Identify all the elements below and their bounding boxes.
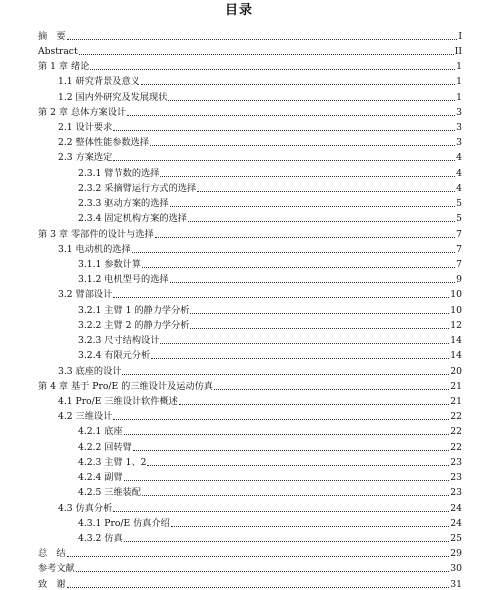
toc-entry[interactable]	[38, 483, 462, 498]
toc-entry[interactable]	[38, 148, 462, 163]
dot-leader	[142, 495, 449, 496]
toc-entry[interactable]	[38, 103, 462, 118]
toc-entry-title: 3.1 电动机的选择	[58, 243, 131, 255]
dot-leader	[171, 526, 449, 527]
toc-entry-title: 3.2 臂部设计	[58, 289, 113, 301]
toc-entry[interactable]	[38, 179, 462, 194]
dot-leader	[113, 160, 455, 161]
toc-entry[interactable]	[38, 514, 462, 529]
toc-entry-title: 2.1 设计要求	[58, 122, 113, 134]
toc-entry-title: 3.2.1 主臂 1 的静力学分析	[78, 304, 190, 316]
toc-entry-title: 4.2.5 三维装配	[78, 487, 142, 499]
toc-entry-title: 摘 要	[38, 30, 66, 42]
toc-entry-title: 第 4 章 基于 Pro/E 的三维设计及运动仿真	[38, 380, 213, 392]
dot-leader	[168, 100, 455, 101]
toc-entry-page-number: 14	[450, 350, 462, 362]
toc-entry-title: 4.2.4 副臂	[78, 472, 123, 484]
toc-entry[interactable]	[38, 316, 462, 331]
toc-entry[interactable]	[38, 27, 462, 42]
toc-entry[interactable]	[38, 331, 462, 346]
toc-entry-page-number: 5	[456, 198, 462, 210]
toc-entry-title: 2.3.4 固定机构方案的选择	[78, 213, 187, 225]
toc-entry[interactable]	[38, 529, 462, 544]
toc-entry-page-number: 24	[450, 502, 462, 514]
toc-entry-title: 致 谢	[38, 578, 66, 590]
toc-entry[interactable]	[38, 133, 462, 148]
toc-entry[interactable]	[38, 209, 462, 224]
toc-entry-page-number: 4	[456, 182, 462, 194]
toc-entry-page-number: 25	[450, 532, 462, 544]
dot-leader	[190, 328, 449, 329]
dot-leader	[67, 39, 458, 40]
toc-entry-page-number: 22	[450, 426, 462, 438]
toc-entry[interactable]	[38, 87, 462, 102]
dot-leader	[160, 176, 455, 177]
dot-leader	[190, 313, 449, 314]
dot-leader	[133, 450, 449, 451]
toc-entry-page-number: I	[458, 30, 462, 42]
dot-leader	[113, 511, 449, 512]
toc-entry[interactable]	[38, 437, 462, 452]
toc-entry[interactable]	[38, 468, 462, 483]
toc-entry[interactable]	[38, 57, 462, 72]
toc-entry-title: 4.1 Pro/E 三维设计软件概述	[58, 395, 178, 407]
dot-leader	[170, 206, 456, 207]
toc-entry-page-number: II	[454, 45, 462, 57]
toc-entry[interactable]	[38, 407, 462, 422]
toc-entry[interactable]	[38, 240, 462, 255]
toc-entry-page-number: 29	[450, 548, 462, 560]
toc-entry-title: Abstract	[38, 45, 78, 57]
dot-leader	[132, 252, 455, 253]
dot-leader	[113, 130, 455, 131]
dot-leader	[127, 115, 455, 116]
toc-entry-page-number: 10	[450, 289, 462, 301]
toc-entry-title: 4.3.1 Pro/E 仿真介绍	[78, 517, 170, 529]
toc-entry[interactable]	[38, 194, 462, 209]
toc-entry-title: 2.3.1 臂节数的选择	[78, 167, 160, 179]
toc-entry-page-number: 21	[450, 395, 462, 407]
toc-entry[interactable]	[38, 361, 462, 376]
toc-entry-title: 总 结	[38, 548, 66, 560]
toc-entry-page-number: 3	[456, 122, 462, 134]
toc-entry[interactable]	[38, 270, 462, 285]
toc-entry[interactable]	[38, 163, 462, 178]
toc-entry-page-number: 14	[450, 335, 462, 347]
dot-leader	[124, 480, 450, 481]
toc-entry-page-number: 3	[456, 137, 462, 149]
toc-entry-page-number: 23	[450, 456, 462, 468]
dot-leader	[214, 389, 449, 390]
dot-leader	[113, 297, 449, 298]
toc-entry-page-number: 23	[450, 487, 462, 499]
dot-leader	[67, 556, 450, 557]
dot-leader	[79, 54, 454, 55]
toc-entry-title: 4.2.3 主臂 1、2	[78, 456, 147, 468]
toc-entry-page-number: 1	[456, 91, 462, 103]
dot-leader	[188, 221, 455, 222]
toc-entry-title: 3.3 底座的设计	[58, 365, 122, 377]
toc-entry-page-number: 22	[450, 441, 462, 453]
toc-entry-title: 第 3 章 零部件的设计与选择	[38, 228, 154, 240]
toc-entry-page-number: 30	[450, 563, 462, 575]
toc-entry[interactable]	[38, 498, 462, 513]
toc-entry-page-number: 21	[450, 380, 462, 392]
toc-entry-title: 3.2.3 尺寸结构设计	[78, 335, 160, 347]
toc-entry[interactable]	[38, 559, 462, 574]
toc-entry-page-number: 4	[456, 152, 462, 164]
toc-entry-title: 4.2.2 回转臂	[78, 441, 132, 453]
toc-entry-title: 第 2 章 总体方案设计	[38, 106, 127, 118]
dot-leader	[90, 69, 455, 70]
toc-entry-title: 3.2.4 有限元分析	[78, 350, 151, 362]
toc-entry-title: 4.2 三维设计	[58, 411, 113, 423]
toc-entry[interactable]	[38, 224, 462, 239]
toc-entry-title: 1.2 国内外研究及发展现状	[58, 91, 168, 103]
dot-leader	[124, 434, 450, 435]
toc-entry-page-number: 3	[456, 106, 462, 118]
toc-entry-title: 3.1.2 电机型号的选择	[78, 274, 169, 286]
toc-entry[interactable]	[38, 377, 462, 392]
toc-entry-title: 4.3.2 仿真	[78, 532, 123, 544]
toc-entry[interactable]	[38, 285, 462, 300]
toc-entry-page-number: 24	[450, 517, 462, 529]
toc-entry-title: 3.2.2 主臂 2 的静力学分析	[78, 319, 190, 331]
dot-leader	[147, 465, 449, 466]
toc-entry[interactable]	[38, 453, 462, 468]
toc-list	[38, 27, 462, 590]
toc-entry-title: 4.2.1 底座	[78, 426, 123, 438]
toc-entry-page-number: 12	[450, 319, 462, 331]
dot-leader	[170, 282, 456, 283]
toc-entry-page-number: 7	[456, 243, 462, 255]
toc-title: 目录	[224, 3, 253, 18]
dot-leader	[141, 84, 455, 85]
dot-leader	[113, 419, 449, 420]
toc-entry-page-number: 1	[456, 76, 462, 88]
dot-leader	[67, 587, 450, 588]
toc-entry[interactable]	[38, 255, 462, 270]
dot-leader	[151, 358, 449, 359]
toc-entry[interactable]	[38, 574, 462, 589]
toc-entry-title: 4.3 仿真分析	[58, 502, 113, 514]
toc-entry-title: 2.3.2 采摘臂运行方式的选择	[78, 182, 197, 194]
toc-entry[interactable]	[38, 42, 462, 57]
dot-leader	[142, 267, 455, 268]
toc-entry[interactable]	[38, 118, 462, 133]
dot-leader	[124, 541, 450, 542]
toc-entry[interactable]	[38, 346, 462, 361]
toc-entry-title: 参考文献	[38, 563, 75, 575]
toc-entry-title: 2.3.3 驱动方案的选择	[78, 198, 169, 210]
toc-entry-page-number: 10	[450, 304, 462, 316]
toc-entry[interactable]	[38, 72, 462, 87]
toc-entry-page-number: 1	[456, 61, 462, 73]
toc-entry-title: 第 1 章 绪论	[38, 61, 90, 73]
dot-leader	[155, 237, 455, 238]
dot-leader	[122, 374, 449, 375]
toc-entry-page-number: 23	[450, 472, 462, 484]
toc-entry-page-number: 7	[456, 228, 462, 240]
toc-entry-page-number: 22	[450, 411, 462, 423]
toc-entry-page-number: 31	[450, 578, 462, 590]
dot-leader	[76, 571, 450, 572]
toc-entry-title: 1.1 研究背景及意义	[58, 76, 140, 88]
toc-entry-title: 3.1.1 参数计算	[78, 259, 142, 270]
dot-leader	[160, 343, 449, 344]
toc-entry-page-number: 9	[456, 274, 462, 286]
toc-entry-page-number: 5	[456, 213, 462, 225]
toc-entry[interactable]	[38, 544, 462, 559]
toc-entry-page-number: 4	[456, 167, 462, 179]
dot-leader	[197, 191, 455, 192]
dot-leader	[150, 145, 455, 146]
toc-entry[interactable]	[38, 392, 462, 407]
toc-entry-page-number: 7	[456, 259, 462, 270]
toc-entry[interactable]	[38, 300, 462, 315]
toc-entry-page-number: 20	[450, 365, 462, 377]
toc-entry-title: 2.3 方案选定	[58, 152, 113, 164]
toc-entry-title: 2.2 整体性能参数选择	[58, 137, 150, 149]
dot-leader	[179, 404, 449, 405]
toc-entry[interactable]	[38, 422, 462, 437]
